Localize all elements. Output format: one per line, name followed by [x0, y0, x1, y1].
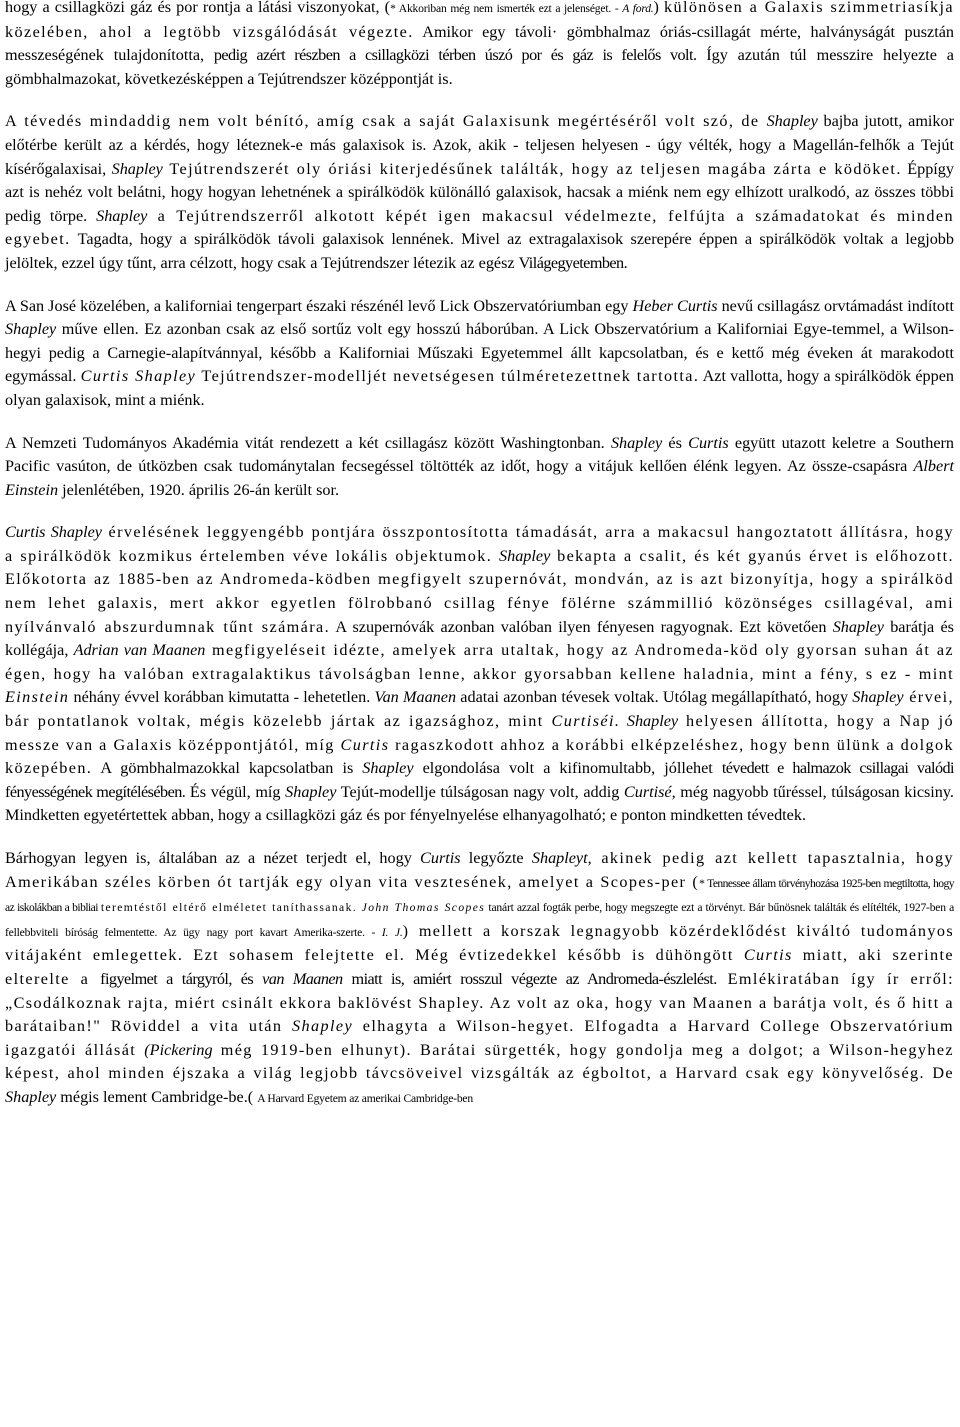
- text-run: ): [653, 0, 664, 16]
- text-run: Shapley: [285, 782, 337, 801]
- text-run: A gömbhalmazokkal kapcsolatban is: [92, 759, 363, 778]
- text-run: Amikor egy távoli: [413, 22, 552, 41]
- footnote-text: I. J.: [381, 925, 403, 939]
- text-run: miatt is, amiért rosszul végezte az Andromeda-észlelést.: [342, 969, 717, 988]
- text-run: bekapta a csalit, és két gyanús érvet is előhozott. Előkotorta az 1885-ben az Andromeda-ködben megfigyelt szupernóvát, mondván, az is azt bizonyítja, hogy a spirálköd nem lehet galaxis, mert akkor egyetlen fölrobbanó csillag fénye fölérne számmillió közönséges csillagéval, ami nyílvánvaló abszurdumnak tűnt számára.: [5, 546, 954, 636]
- text-run: mégis lement Cambridge-be.(: [56, 1087, 258, 1106]
- text-run: hogy a csillagközi gáz és por rontja a látási viszonyokat, (: [5, 0, 391, 16]
- text-run: legyőzte: [460, 849, 532, 867]
- text-run: elhagyta a Wilson-hegyet. Elfogadta a Harvard College Obszervatórium igazgatói állását: [5, 1017, 955, 1059]
- text-run: Einstein: [5, 688, 70, 707]
- text-run: Azt vallotta, hogy a spirálködök éppen olyan galaxisok, mint a miénk.: [5, 367, 955, 409]
- text-run: érvei, bár pontatlanok voltak, mégis közelebb jártak az igazsághoz, mint: [5, 688, 954, 731]
- text-run: Curtis: [340, 735, 390, 754]
- text-run: Shapley: [766, 112, 818, 131]
- footnote-text: * Akkoriban még nem ismerték ezt a jelenséget. -: [390, 2, 623, 15]
- text-run: Shapley: [5, 320, 57, 339]
- text-run: Shapleyt,: [531, 849, 592, 867]
- text-run: A tévedés mindaddig nem volt bénító, amíg csak a saját Galaxisunk megértéséről volt szó, de: [5, 112, 767, 131]
- footnote-text: * Tennessee állam törvényhozása 1925-ben megtiltotta, hogy az iskolákban a bibliai: [5, 876, 954, 915]
- text-run: még nagyobb tűréssel, túlságosan kicsiny. Mindketten egyetértettek abban, hogy a csillagközi gáz és por fényelnyelése elhanyagolható; e ponton mindketten tévedtek.: [5, 782, 954, 825]
- text-run: együtt utazott keletre a Southern Pacific vasúton, de útközben csak tudománytalan fecsegéssel töltötték az időt, hogy a vitájuk kellően élénk legyen. Az össze-csapásra: [5, 433, 954, 476]
- text-run: műve ellen. Ez azonban csak az első sortűz volt egy hosszú háborúban. A Lick Obszervatórium a Kaliforniai Egye-temmel, a Wilson-hegyi pedig a Carnegie-alapítvánnyal, később a Kaliforniai Műszaki Egyetemmel állt kapcsolatban, és e kettő még éveken át marakodott egymással.: [5, 320, 954, 386]
- text-run: barátja és kollégája,: [5, 617, 954, 660]
- text-run: Éppígy azt is nehéz volt belátni, hogy hogyan lehetnének a spirálködök különálló galaxisok, hacsak a miénk nem egy elhízott uralkodó, az összes többi pedig törpe.: [5, 159, 954, 225]
- text-run: A San José közelében, a kaliforniai tengerpart északi részénél levő Lick Obszervatóriumban egy: [5, 296, 633, 315]
- text-run: Curtis: [743, 946, 793, 965]
- paragraph: [5, 847, 954, 1111]
- text-run: Curtis: [688, 433, 729, 452]
- text-run: Tejútrendszerét oly óriási kiterjedésűnek találták, hogy az teljesen magába zárta e ködöket.: [162, 159, 902, 178]
- text-run: tévedett e halmazok csillagai valódi fényességének megítélésében.: [5, 759, 954, 801]
- text-run: érvelésének leggyengébb pontjára összpontosította támadását, arra a makacsul hangoztatott állításra, hogy a spirálködök kozmikus értelemben véve lokális objektumok.: [5, 523, 954, 565]
- footnote-text: John Thomas Scopes: [361, 901, 486, 915]
- text-run: Világegyetemben.: [518, 253, 628, 272]
- text-run: pedig azért részben a csillagközi térben úszó por és gáz is felelős volt.: [213, 46, 697, 65]
- text-run: Shapley: [362, 759, 414, 778]
- text-run: a Tejútrendszerről alkotott képét igen makacsul védelmezte, felfújta a számadatokat és minden egyebet.: [5, 206, 954, 249]
- text-run: gömbhalmaz óriás-csillagát mérte, halványságát pusztán messzeségének tulajdonította,: [5, 22, 954, 65]
- text-run: Curtiséi.: [551, 712, 621, 731]
- text-run: van Maanen: [262, 969, 343, 988]
- text-run: ragaszkodott ahhoz a korábbi elképzeléshez, hogy benn ülünk a dolgok közepében.: [5, 735, 954, 778]
- text-run: Tejútrendszer-modelljét nevetségesen túlméretezettnek tartotta.: [196, 367, 700, 386]
- text-run: És végül, míg: [185, 782, 286, 801]
- footnote-text: A ford.: [622, 2, 654, 15]
- text-run: akinek pedig azt kellett tapasztalnia, hogy Amerikában széles körben ót tartják egy olyan vita vesztesének, amelyet a Scopes-per (: [5, 849, 954, 891]
- text-run: Shapley: [111, 159, 163, 178]
- text-run: Shapley: [5, 1087, 57, 1106]
- text-run: néhány évvel korábban kimutatta - lehetetlen.: [69, 688, 375, 707]
- text-run: Shapley: [626, 712, 679, 731]
- text-run: még 1919-ben elhunyt). Barátai sürgették, hogy gondolja meg a dolgot; a Wilson-hegyhez képest, ahol minden éjszaka a világ legjobb távcsöveivel vizsgálták az égboltot, a Harvard csak egy könyvelőség. De: [5, 1040, 954, 1083]
- footnote-text: teremtéstől eltérő elméletet taníthassanak.: [100, 901, 358, 915]
- text-run: Tejút-modellje túlságosan nagy volt, addig: [336, 782, 624, 801]
- paragraph: [5, 0, 954, 91]
- text-run: Tagadta, hogy a spirálködök távoli galaxisok lennének. Mivel az extragalaxisok szerepére éppen a spirálködök voltak a legjobb jelöltek, ezzel úgy tűnt, arra célzott, hogy csak a Tejútrendszer létezik az egész: [5, 230, 954, 272]
- text-run: Curtis: [420, 849, 461, 867]
- text-run: bajba jutott, amikor előtérbe került az a kérdés, hogy léteznek-e más galaxisok is. Azok, akik - teljesen helyesen - úgy vélték, hogy a Magellán-felhők a Tejút kísérőgalaxisai,: [5, 112, 954, 178]
- document-page: [5, 0, 954, 1130]
- text-run: és: [662, 433, 689, 452]
- footnote-text: A Harvard Egyetem az amerikai Cambridge-ben: [257, 1091, 473, 1105]
- text-run: Adrian van Maanen: [73, 641, 206, 660]
- text-run: Heber Curtis: [632, 296, 718, 315]
- paragraph: [5, 521, 954, 828]
- text-run: Így azután túl messzire helyezte a gömbhalmazokat, következésképpen a Tejútrendszer középpontját is.: [5, 46, 954, 88]
- text-run: Curtis Shapley: [80, 367, 197, 386]
- text-run: Shapley: [292, 1017, 354, 1036]
- text-run: Shapley: [832, 617, 884, 636]
- text-run: miatt, aki szerinte elterelte a: [5, 946, 954, 988]
- text-run: megfigyeléseit idézte, amelyek arra utaltak, hogy az Andromeda-köd oly gyorsan suhan át az égen, hogy ha valóban extragalaktikus távolságban lenne, akkor gyorsabban kellene haladnia, mint a fény, s ez - mint: [5, 641, 955, 683]
- text-run: jelenlétében, 1920. április 26-án került sor.: [58, 480, 340, 499]
- text-run: helyesen állította, hogy a Nap jó messze van a Galaxis középpontjától, míg: [5, 712, 954, 754]
- text-run: ·: [551, 22, 558, 41]
- paragraph: [5, 110, 954, 275]
- text-run: adatai azonban tévesek voltak. Utólag megállapítható, hogy: [456, 688, 853, 707]
- text-run: Van Maanen: [374, 688, 457, 707]
- text-run: Albert Einstein: [5, 457, 954, 499]
- footnote-text: tanárt azzal fogták perbe, hogy megszegte ezt a törvényt. Bár bűnösnek találták és elítélték, 1927-ben a fellebbviteli bíróság felmentette. Az ügy nagy port kavart Amerika-szerte. -: [5, 901, 955, 939]
- paragraph: [5, 432, 954, 503]
- text-run: A szupernóvák azonban valóban ilyen fényesen ragyognak. Ezt követően: [330, 617, 833, 636]
- text-run: Shapley: [852, 688, 904, 707]
- text-run: ) mellett a korszak legnagyobb közérdeklődést kiváltó tudományos vitájaként emlegettek. Ezt sohasem felejtette el. Még évtizedekkel később is dühöngött: [5, 921, 955, 965]
- text-run: A Nemzeti Tudományos Akadémia vitát rendezett a két csillagász között Washingtonban.: [5, 433, 611, 452]
- paragraph: [5, 295, 954, 413]
- text-run: különösen a Galaxis szimmetriasíkja közelében, ahol a legtöbb vizsgálódását végezte.: [5, 0, 954, 41]
- text-run: Shapley: [499, 546, 551, 565]
- text-run: Shapley: [96, 206, 148, 225]
- text-run: Bárhogyan legyen is, általában az a nézet terjedt el, hogy: [5, 849, 421, 867]
- text-run: figyelmet a tárgyról, és: [100, 969, 263, 988]
- text-run: elgondolása volt a kifinomultabb, jóllehet: [413, 759, 722, 778]
- text-run: Emlékiratában így ír erről: „Csodálkoznak rajta, miért csinált ekkora baklövést Shapley. Az volt az oka, hogy van Maanen a barátja volt, és ő hitt a barátaiban!" Röviddel a vita után: [5, 969, 954, 1036]
- text-run: nevű csillagász orvtámadást indított: [717, 296, 954, 315]
- text-run: Curtis Shapley: [5, 523, 102, 542]
- text-run: Shapley: [610, 433, 663, 452]
- text-run: (Pickering: [144, 1040, 213, 1059]
- text-run: Curtisé,: [623, 782, 676, 801]
